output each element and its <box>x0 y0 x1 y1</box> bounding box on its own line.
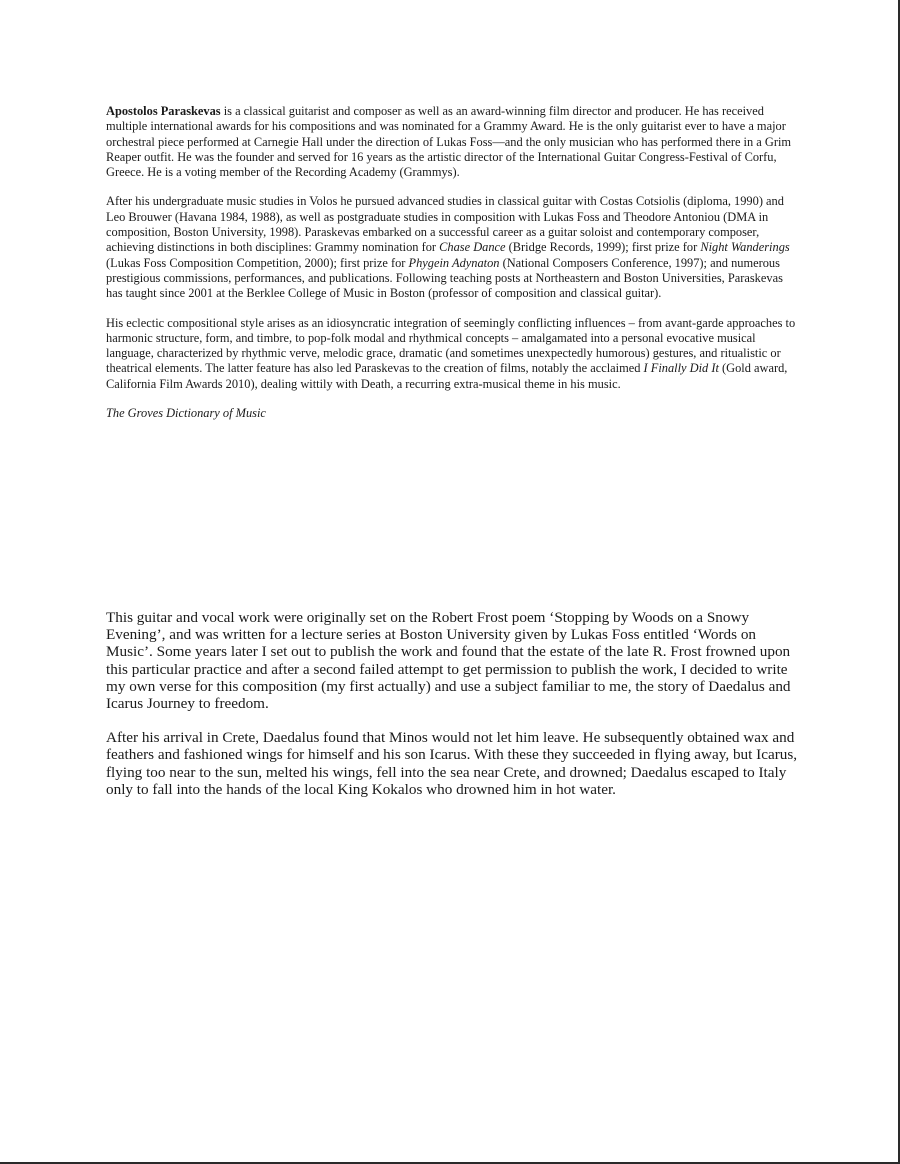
biography-paragraph-3: His eclectic compositional style arises as an idiosyncratic integration of seemingly conflicting influences – from avant-garde approaches to harmonic structure, form, and timbre, to pop-folk modal and rhythmical concepts – amalgamated into a personal evocative musical language, characterized by rhythmic verve, melodic grace, dramatic (and sometimes unexpectedly humorous) gestures, and ritualistic or theatrical elements. The latter feature has also led Paraskevas to the creation of films, notably the acclaimed I Finally Did It (Gold award, California Film Awards 2010), dealing wittily with Death, a recurring extra-musical theme in his music. <box>106 315 796 391</box>
biography-paragraph-2: After his undergraduate music studies in Volos he pursued advanced studies in classical guitar with Costas Cotsiolis (diploma, 1990) and Leo Brouwer (Havana 1984, 1988), as well as postgraduate studies in composition with Lukas Foss and Theodore Antoniou (DMA in composition, Boston University, 1998). Paraskevas embarked on a successful career as a guitar soloist and contemporary composer, achieving distinctions in both disciplines: Grammy nomination for Chase Dance (Bridge Records, 1999); first prize for Night Wanderings (Lukas Foss Composition Competition, 2000); first prize for Phygein Adynaton (National Composers Conference, 1997); and numerous prestigious commissions, performances, and publications. Following teaching posts at Northeastern and Boston Universities, Paraskevas has taught since 2001 at the Berklee College of Music in Boston (professor of composition and classical guitar). <box>106 194 790 301</box>
biography-paragraph-1: Apostolos Paraskevas is a classical guitarist and composer as well as an award-winning film director and producer. He has received multiple international awards for his compositions and was nominated for a Grammy Award. He is the only guitarist ever to have a major orchestral piece performed at Carnegie Hall under the direction of Lukas Foss—and the only musician who has performed there in a Grim Reaper outfit. He was the founder and served for 16 years as the artistic director of the International Guitar Congress-Festival of Corfu, Greece. He is a voting member of the Recording Academy (Grammys). <box>106 104 792 180</box>
work-title: Night Wanderings <box>700 240 790 255</box>
work-title: Phygein Adynaton <box>408 255 500 270</box>
work-title: Chase Dance <box>439 240 506 255</box>
composer-name: Apostolos Paraskevas <box>106 104 221 118</box>
composer-biography <box>106 104 796 435</box>
program-notes-paragraph-2: After his arrival in Crete, Daedalus found that Minos would not let him leave. He subsequently obtained wax and feathers and fashioned wings for himself and his son Icarus. With these they succeeded in flying away, but Icarus, flying too near to the sun, melted his wings, fell into the sea near Crete, and drowned; Daedalus escaped to Italy only to fall into the hands of the local King Kokalos who drowned him in hot water. <box>106 729 798 798</box>
program-notes-paragraph-1: This guitar and vocal work were originally set on the Robert Frost poem ‘Stopping by Woods on a Snowy Evening’, and was written for a lecture series at Boston University given by Lukas Foss entitled ‘Words on Music’. Some years later I set out to publish the work and found that the estate of the late R. Frost frowned upon this particular practice and after a second failed attempt to get permission to publish the work, I decided to write my own verse for this composition (my first actually) and use a subject familiar to me, the story of Daedalus and Icarus Journey to freedom. <box>106 609 791 713</box>
film-title: I Finally Did It <box>643 361 719 376</box>
program-notes <box>106 609 802 815</box>
biography-source: The Groves Dictionary of Music <box>106 406 266 421</box>
